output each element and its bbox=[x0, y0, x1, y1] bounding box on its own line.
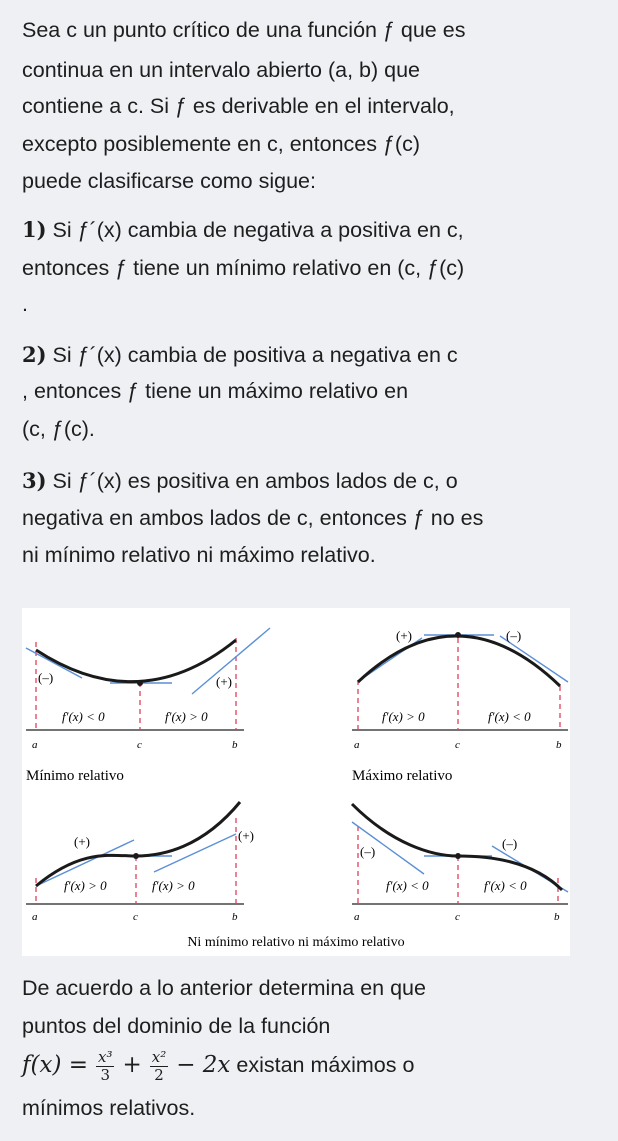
dec-label-a: a bbox=[354, 911, 360, 923]
max-sign-left: (+) bbox=[396, 628, 412, 643]
min-label-a: a bbox=[32, 739, 38, 751]
rule-2-line-3: (c, ƒ(c). bbox=[22, 417, 95, 441]
figure-panel bbox=[22, 608, 570, 956]
max-deriv-right: f′(x) < 0 bbox=[488, 709, 531, 724]
min-deriv-left: f′(x) < 0 bbox=[62, 709, 105, 724]
rule-1-line-1 bbox=[22, 212, 598, 248]
max-label-a: a bbox=[354, 739, 360, 751]
min-graph bbox=[26, 628, 270, 784]
rule-2-line-2: , entonces ƒ tiene un máximo relativo en bbox=[22, 379, 409, 403]
dec-sign-left: (–) bbox=[360, 844, 376, 859]
rule-1-line-3: . bbox=[22, 292, 28, 316]
dec-graph bbox=[352, 804, 568, 923]
bottom-caption: Ni mínimo relativo ni máximo relativo bbox=[187, 935, 405, 950]
min-sign-right: (+) bbox=[216, 674, 232, 689]
min-curve bbox=[36, 640, 236, 682]
inc-graph bbox=[26, 802, 254, 923]
inc-sign-left: (+) bbox=[74, 834, 90, 849]
intro-line-1: Sea c un punto crítico de una función ƒ que es bbox=[22, 18, 466, 42]
fraction-2-numerator: x² bbox=[151, 1047, 167, 1066]
dec-deriv-right: f′(x) < 0 bbox=[484, 878, 527, 893]
dec-sign-right: (–) bbox=[502, 836, 518, 851]
rule-3-number: 3) bbox=[22, 468, 47, 493]
inc-sign-right: (+) bbox=[238, 828, 254, 843]
question-line-1: De acuerdo a lo anterior determina en que bbox=[22, 976, 426, 1000]
max-deriv-left: f′(x) > 0 bbox=[382, 709, 425, 724]
dec-label-b: b bbox=[554, 911, 560, 923]
max-sign-right: (–) bbox=[506, 628, 522, 643]
dec-label-c: c bbox=[455, 911, 460, 923]
fraction-term-2 bbox=[150, 1049, 168, 1084]
rule-3-line-1 bbox=[22, 463, 598, 499]
fraction-2-denominator: 2 bbox=[154, 1065, 164, 1084]
dec-deriv-left: f′(x) < 0 bbox=[386, 878, 429, 893]
question-line-2: puntos del dominio de la función bbox=[22, 1014, 331, 1038]
max-point bbox=[455, 632, 461, 638]
question-line-3-text: existan máximos o bbox=[236, 1053, 415, 1077]
rule-2-text-1: Si ƒ´(x) cambia de positiva a negativa en c bbox=[52, 343, 458, 367]
rule-2-number: 2) bbox=[22, 342, 47, 367]
min-point bbox=[137, 680, 143, 686]
min-label-b: b bbox=[232, 739, 238, 751]
inc-deriv-left: f′(x) > 0 bbox=[64, 878, 107, 893]
inc-deriv-right: f′(x) > 0 bbox=[152, 878, 195, 893]
max-graph bbox=[352, 628, 568, 784]
inc-label-c: c bbox=[133, 911, 138, 923]
min-caption: Mínimo relativo bbox=[26, 768, 124, 784]
rule-3-line-2: negativa en ambos lados de c, entonces ƒ no es bbox=[22, 506, 484, 530]
intro-line-5: puede clasificarse como sigue: bbox=[22, 169, 316, 193]
function-line bbox=[22, 1042, 598, 1088]
min-tangent-left bbox=[26, 648, 82, 678]
min-label-c: c bbox=[137, 739, 142, 751]
fraction-1-denominator: 3 bbox=[100, 1065, 111, 1084]
min-sign-left: (–) bbox=[38, 670, 54, 685]
max-label-b: b bbox=[556, 739, 562, 751]
intro-line-3: contiene a c. Si ƒ es derivable en el intervalo, bbox=[22, 94, 455, 118]
inc-curve bbox=[36, 802, 240, 886]
dec-curve bbox=[352, 804, 562, 890]
max-caption: Máximo relativo bbox=[352, 768, 453, 784]
function-tail: − 2x bbox=[176, 1052, 231, 1078]
dec-point bbox=[455, 853, 461, 859]
plus-sign: + bbox=[122, 1052, 142, 1078]
intro-line-4: excepto posiblemente en c, entonces ƒ(c) bbox=[22, 132, 420, 156]
max-label-c: c bbox=[455, 739, 460, 751]
rule-1-line-2: entonces ƒ tiene un mínimo relativo en (c, ƒ(c) bbox=[22, 256, 465, 280]
rule-3-text-1: Si ƒ´(x) es positiva en ambos lados de c, o bbox=[52, 469, 458, 493]
rule-3-line-3: ni mínimo relativo ni máximo relativo. bbox=[22, 543, 376, 567]
fraction-term-1 bbox=[96, 1049, 114, 1084]
figure-svg bbox=[22, 608, 570, 956]
question-line-4: mínimos relativos. bbox=[22, 1096, 196, 1120]
function-lhs: f(x) = bbox=[22, 1052, 89, 1078]
inc-point bbox=[133, 853, 139, 859]
inc-label-b: b bbox=[232, 911, 238, 923]
inc-label-a: a bbox=[32, 911, 38, 923]
min-deriv-right: f′(x) > 0 bbox=[165, 709, 208, 724]
rule-2-line-1 bbox=[22, 337, 598, 373]
fraction-1-numerator: x³ bbox=[98, 1047, 113, 1066]
rule-1-text-1: Si ƒ´(x) cambia de negativa a positiva en c, bbox=[52, 218, 464, 242]
intro-line-2: continua en un intervalo abierto (a, b) que bbox=[22, 58, 421, 82]
rule-1-number: 1) bbox=[22, 217, 47, 242]
